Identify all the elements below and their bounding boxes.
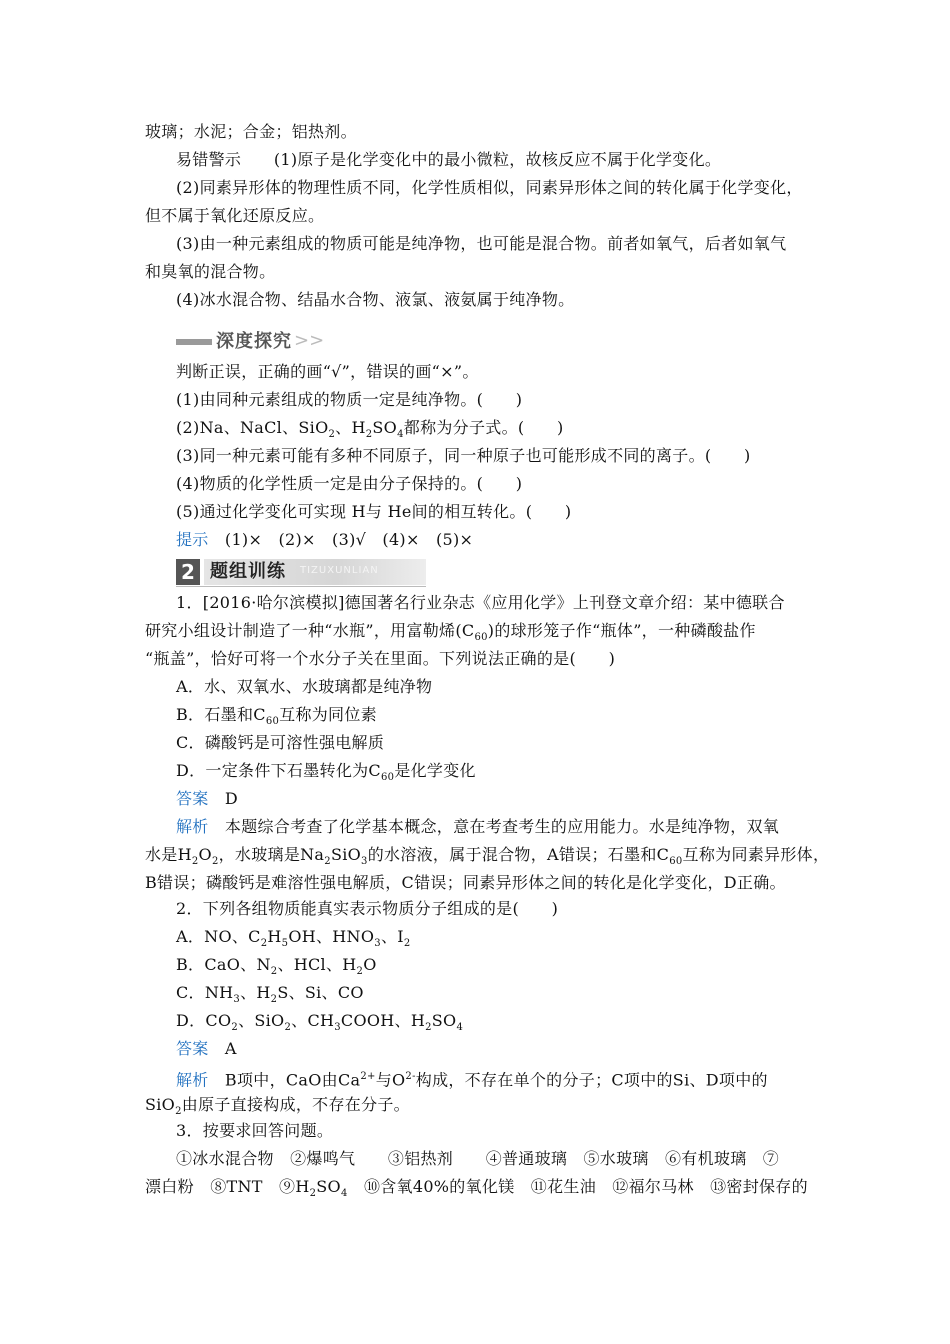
question-3-items-1: ①冰水混合物 ②爆鸣气 ③铝热剂 ④普通玻璃 ⑤水玻璃 ⑥有机玻璃 ⑦ — [176, 1149, 780, 1168]
warning-tag: 易错警示 — [176, 150, 242, 169]
hint-tag: 提示 — [176, 530, 209, 549]
option-b: B．石墨和$C_{60}$互称为同位素 — [176, 705, 377, 728]
question-1-stem: 1．[2016·哈尔滨模拟]德国著名行业杂志《应用化学》上刊登文章介绍：某中德联合 — [176, 593, 785, 612]
explore-intro: 判断正误，正确的画“√”，错误的画“×”。 — [176, 362, 479, 381]
analysis-line-2: 水是$H_2O_2$，水玻璃是$Na_2SiO_3$的水溶液，属于混合物，A错误；石墨和$C_{60}$互称为同素异形体， — [145, 845, 830, 868]
option-d: D．一定条件下石墨转化为$C_{60}$是化学变化 — [176, 761, 476, 784]
question-1-stem-2: 研究小组设计制造了一种“水瓶”，用富勒烯$(C_{60})$的球形笼子作“瓶体”，一种磷酸盐作 — [145, 621, 756, 644]
text-line: 玻璃；水泥；合金；铝热剂。 — [145, 122, 357, 141]
warning-item-3a: (3)由一种元素组成的物质可能是纯净物，也可能是混合物。前者如氧气，后者如氧气 — [176, 234, 787, 253]
question-3-stem: 3．按要求回答问题。 — [176, 1121, 334, 1140]
option-c: C．$NH_3$、$H_2S$、Si、CO — [176, 983, 364, 1006]
section-banner-exercises — [176, 559, 426, 585]
answer-line: 答案 A — [176, 1039, 237, 1058]
analysis-tag: 解析 — [176, 1070, 209, 1090]
divider — [176, 586, 426, 587]
hint-answers: (1)× (2)× (3)√ (4)× (5)× — [208, 530, 474, 549]
explore-question-2: (2)Na、NaCl、SiO$_2$、$H_2SO_4$都称为分子式。( ) — [176, 418, 564, 441]
analysis-line-1: 解析 本题综合考查了化学基本概念，意在考查考生的应用能力。水是纯净物，双氧 — [176, 817, 780, 836]
warning-item-4: (4)冰水混合物、结晶水合物、液氯、液氨属于纯净物。 — [176, 290, 575, 309]
banner-title: 深度探究 — [216, 331, 292, 352]
banner-pinyin: TIZUXUNLIAN — [300, 565, 379, 576]
answer-line: 答案 D — [176, 789, 239, 808]
analysis-line-2: SiO$_2$由原子直接构成，不存在分子。 — [145, 1095, 410, 1118]
analysis-tag: 解析 — [176, 817, 209, 836]
warning-line — [176, 149, 721, 171]
answer-tag: 答案 — [176, 789, 209, 808]
explore-question-5: (5)通过化学变化可实现 H与 He间的相互转化。( ) — [176, 502, 572, 521]
banner-bar-icon — [176, 339, 212, 345]
option-d: D．$CO_2$、SiO$_2$、$CH_3COOH$、$H_2SO_4$ — [176, 1011, 464, 1034]
question-3-items-2: 漂白粉 ⑧TNT $⑨H_2SO_4$ ⑩含氧40%的氧化镁 ⑪花生油 ⑫福尔马林 ⑬密封保存的 — [145, 1177, 808, 1200]
warning-item-2b: 但不属于氧化还原反应。 — [145, 206, 325, 225]
analysis-line-1: 解析 B项中，CaO由$Ca^{2+}$与$O^{2-}$构成，不存在单个的分子；C项中的Si、D项中的 — [176, 1070, 768, 1090]
section-banner-deep-explore — [176, 328, 324, 352]
warning-item-3b: 和臭氧的混合物。 — [145, 262, 276, 281]
explore-hint — [176, 529, 473, 551]
answer-tag: 答案 — [176, 1039, 209, 1058]
question-2-stem: 2．下列各组物质能真实表示物质分子组成的是( ) — [176, 899, 559, 918]
question-1-stem-3: “瓶盖”，恰好可将一个水分子关在里面。下列说法正确的是( ) — [145, 649, 616, 668]
option-c: C．磷酸钙是可溶性强电解质 — [176, 733, 385, 752]
explore-question-1: (1)由同种元素组成的物质一定是纯净物。( ) — [176, 390, 523, 409]
explore-question-4: (4)物质的化学性质一定是由分子保持的。( ) — [176, 474, 523, 493]
analysis-line-3: B错误；磷酸钙是难溶性强电解质，C错误；同素异形体之间的转化是化学变化，D正确。 — [145, 873, 786, 892]
option-a: A．NO、$C_2H_5OH$、$HNO_3$、$I_2$ — [176, 927, 411, 950]
warning-item-2a: (2)同素异形体的物理性质不同，化学性质相似，同素异形体之间的转化属于化学变化， — [176, 178, 803, 197]
explore-question-3: (3)同一种元素可能有多种不同原子，同一种原子也可能形成不同的离子。( ) — [176, 446, 751, 465]
option-b: B．CaO、$N_2$、HCl、$H_2O$ — [176, 955, 377, 978]
option-a: A．水、双氧水、水玻璃都是纯净物 — [176, 677, 433, 696]
double-arrow-icon: >> — [294, 329, 325, 351]
section-number: 2 — [176, 559, 200, 585]
banner-title: 题组训练 — [210, 561, 286, 582]
warning-item-1: (1)原子是化学变化中的最小微粒，故核反应不属于化学变化。 — [273, 150, 722, 169]
